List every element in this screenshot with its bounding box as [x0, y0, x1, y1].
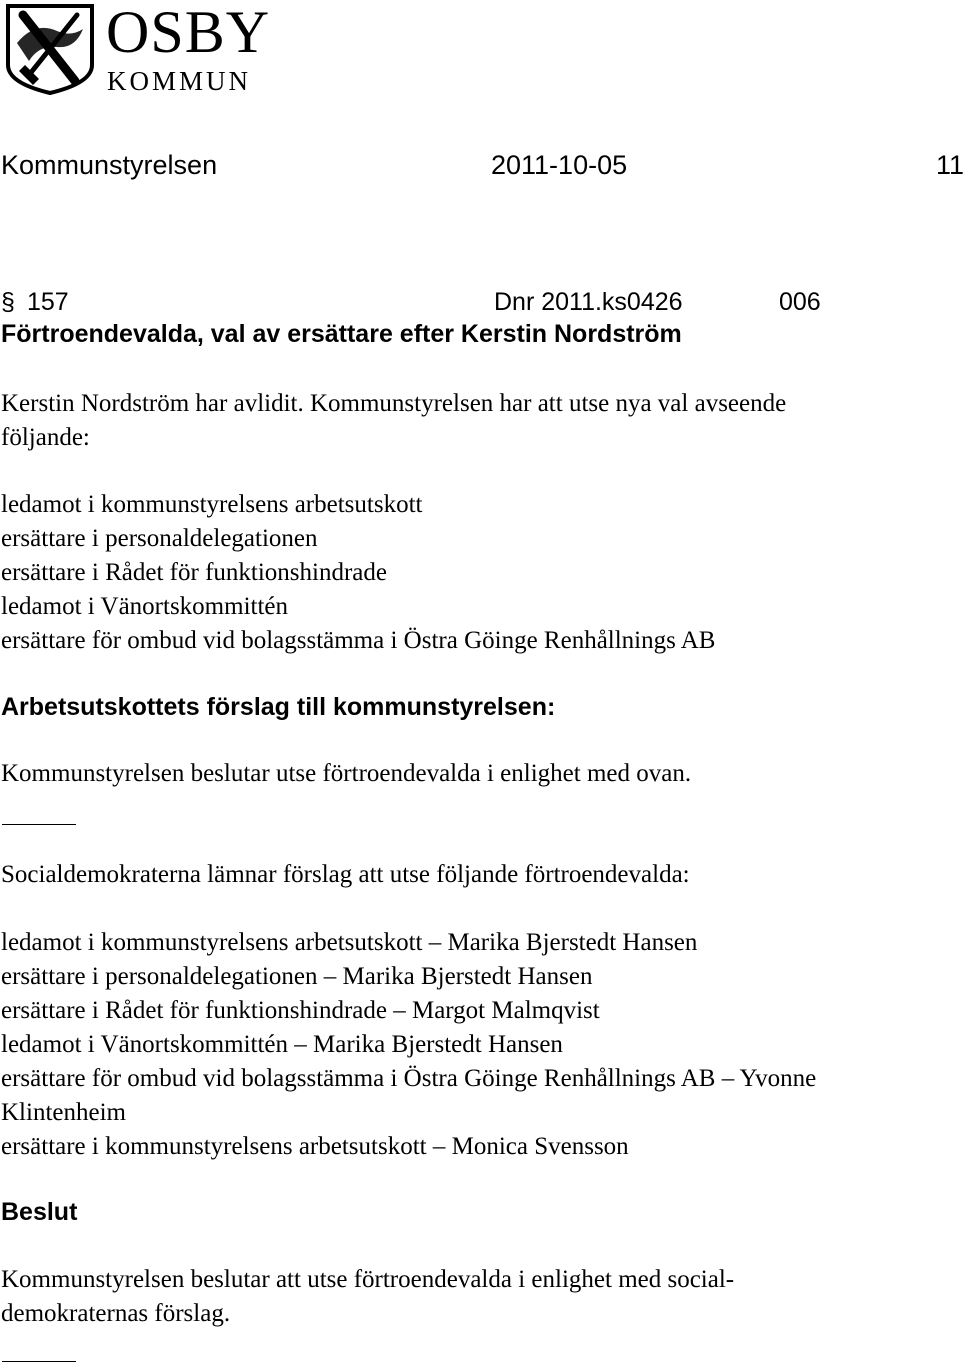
proposal-heading: Arbetsutskottets förslag till kommunstyrelsen: [1, 693, 556, 721]
separator-rule [2, 1361, 76, 1362]
position-item: ersättare för ombud vid bolagsstämma i Östra Göinge Renhållnings AB [1, 627, 716, 654]
header-date: 2011-10-05 [491, 150, 628, 180]
sd-proposal-line: ersättare i personaldelegationen – Marika Bjerstedt Hansen [1, 963, 593, 990]
sd-proposal-line: ersättare i Rådet för funktionshindrade – Margot Malmqvist [1, 997, 600, 1024]
sd-proposal-line: ledamot i Vänortskommittén – Marika Bjerstedt Hansen [1, 1031, 563, 1058]
municipality-emblem [5, 3, 95, 95]
section-dnr: Dnr 2011.ks0426 [494, 288, 683, 316]
decision-heading: Beslut [1, 1198, 78, 1226]
position-item: ersättare i Rådet för funktionshindrade [1, 559, 387, 586]
header-page-number: 11 [936, 150, 964, 180]
decision-line-1: Kommunstyrelsen beslutar att utse förtroendevalda i enlighet med social- [1, 1266, 735, 1293]
proposal-text: Kommunstyrelsen beslutar utse förtroendevalda i enlighet med ovan. [1, 760, 692, 787]
intro-line-1: Kerstin Nordström har avlidit. Kommunstyrelsen har att utse nya val avseende [1, 390, 787, 417]
sd-proposal-line: ersättare i kommunstyrelsens arbetsutskott – Monica Svensson [1, 1133, 629, 1160]
logo-subtitle: KOMMUN [107, 66, 252, 96]
logo-name: OSBY [106, 0, 271, 65]
sd-proposal-line: ledamot i kommunstyrelsens arbetsutskott – Marika Bjerstedt Hansen [1, 929, 698, 956]
header-organ: Kommunstyrelsen [1, 150, 218, 180]
sd-proposal-line: ersättare för ombud vid bolagsstämma i Östra Göinge Renhållnings AB – Yvonne [1, 1065, 817, 1092]
sd-proposal-intro: Socialdemokraterna lämnar förslag att utse följande förtroendevalda: [1, 861, 690, 888]
separator-rule [2, 824, 76, 825]
section-code: 006 [779, 288, 821, 316]
sd-proposal-line: Klintenheim [1, 1099, 126, 1126]
position-item: ledamot i kommunstyrelsens arbetsutskott [1, 491, 423, 518]
section-symbol: § [1, 288, 15, 316]
section-number: 157 [27, 288, 69, 316]
intro-line-2: följande: [1, 424, 90, 451]
position-item: ledamot i Vänortskommittén [1, 593, 288, 620]
section-title: Förtroendevalda, val av ersättare efter Kerstin Nordström [1, 320, 682, 348]
decision-line-2: demokraternas förslag. [1, 1300, 231, 1327]
position-item: ersättare i personaldelegationen [1, 525, 318, 552]
